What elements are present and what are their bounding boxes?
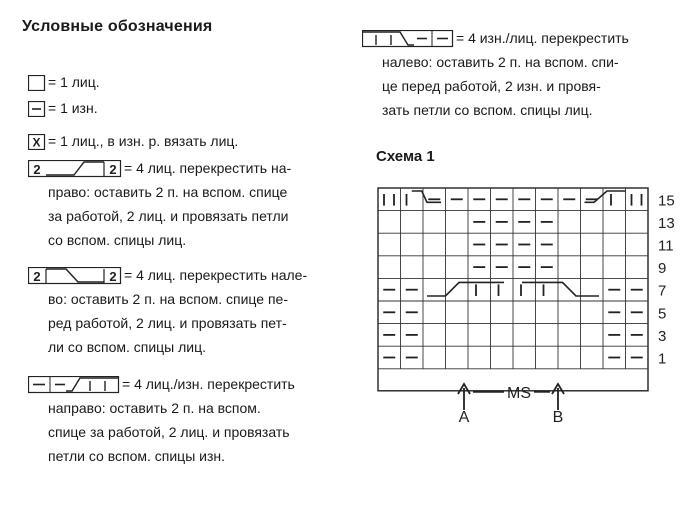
schema-title: Схема 1 bbox=[376, 148, 435, 165]
cable-count-left: 2 bbox=[33, 269, 41, 285]
cable-right-purl-line-3: спице за работой, 2 лиц. и провязать bbox=[48, 424, 290, 440]
legend-text-purl: = 1 изн. bbox=[48, 100, 98, 116]
row-number: 9 bbox=[658, 260, 667, 278]
cable-right-purl-line-1: = 4 лиц./изн. перекрестить bbox=[122, 376, 295, 392]
cable-left-knit-line-1: = 4 лиц. перекрестить нале- bbox=[124, 267, 308, 283]
legend-item-knit bbox=[28, 73, 100, 91]
knit-stitch-symbol bbox=[28, 75, 46, 91]
cable-left-purl-line-2: налево: оставить 2 п. на вспом. спи- bbox=[382, 54, 619, 70]
cable-left-knit-line-3: ред работой, 2 лиц. и провязать пет- bbox=[48, 315, 287, 331]
cable-right-knit-line-4: со вспом. спицы лиц. bbox=[48, 232, 187, 248]
legend-title: Условные обозначения bbox=[22, 18, 213, 35]
cable-left-knit-symbol bbox=[28, 267, 122, 285]
legend-item-x bbox=[28, 132, 238, 150]
row-number: 1 bbox=[658, 350, 667, 368]
cable-right-knit-symbol bbox=[28, 160, 122, 178]
legend-item-purl bbox=[28, 99, 98, 117]
row-number: 15 bbox=[658, 192, 675, 210]
cable-left-purl-symbol bbox=[362, 30, 454, 48]
row-number: 11 bbox=[658, 237, 674, 255]
chart-grid bbox=[378, 188, 648, 391]
knitting-chart bbox=[372, 182, 688, 422]
purl-stitch-symbol bbox=[28, 101, 46, 117]
cable-count-right: 2 bbox=[109, 269, 117, 285]
cable-count-left: 2 bbox=[33, 162, 41, 178]
cable-right-purl-line-2: направо: оставить 2 п. на вспом. bbox=[48, 400, 261, 416]
marker-b-label: B bbox=[552, 409, 564, 422]
row-number: 3 bbox=[658, 327, 667, 345]
legend-cable-right-knit bbox=[28, 156, 291, 252]
cable-right-knit-line-2: право: оставить 2 п. на вспом. спице bbox=[48, 184, 288, 200]
cable-right-purl-line-4: петли со вспом. спицы изн. bbox=[48, 448, 226, 464]
repeat-label: MS bbox=[507, 385, 531, 402]
cable-right-purl-symbol bbox=[28, 376, 120, 394]
legend-cable-left-knit bbox=[28, 263, 307, 359]
chart-row-numbers bbox=[658, 192, 675, 367]
row-number: 13 bbox=[658, 214, 675, 232]
legend-text-knit: = 1 лиц. bbox=[48, 74, 100, 90]
legend-cable-left-purl bbox=[362, 26, 629, 122]
legend-cable-right-purl bbox=[28, 372, 295, 468]
cable-left-purl-line-1: = 4 изн./лиц. перекрестить bbox=[456, 30, 629, 46]
cable-right-knit-line-3: за работой, 2 лиц. и провязать петли bbox=[48, 208, 289, 224]
row-number: 5 bbox=[658, 305, 667, 323]
legend-text-x: = 1 лиц., в изн. р. вязать лиц. bbox=[48, 133, 239, 149]
cable-left-purl-line-3: це перед работой, 2 изн. и провя- bbox=[382, 78, 601, 94]
cable-right-knit-line-1: = 4 лиц. перекрестить на- bbox=[124, 160, 292, 176]
x-symbol-label: X bbox=[32, 135, 41, 150]
cable-left-knit-line-4: ли со вспом. спицы лиц. bbox=[48, 339, 207, 355]
cable-left-purl-line-4: зать петли со вспом. спицы лиц. bbox=[382, 102, 593, 118]
marker-a-label: A bbox=[458, 409, 470, 422]
cable-count-right: 2 bbox=[109, 162, 117, 178]
row-number: 7 bbox=[658, 282, 667, 300]
x-stitch-symbol bbox=[28, 134, 46, 150]
cable-left-knit-line-2: во: оставить 2 п. на вспом. спице пе- bbox=[48, 291, 288, 307]
